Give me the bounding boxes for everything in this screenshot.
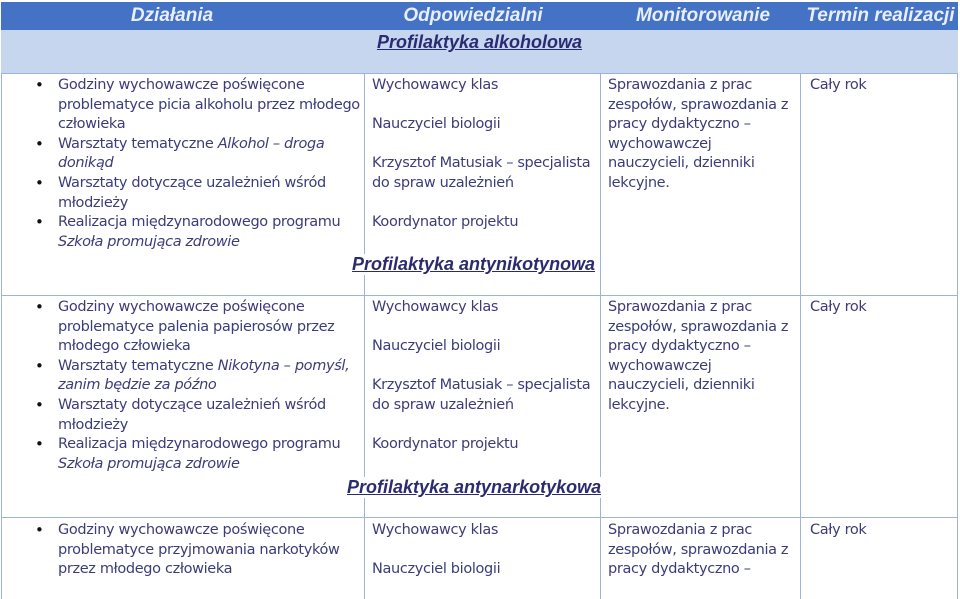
list-item: • Godziny wychowawcze poświęcone problematyce palenia papierosów przez młodego człowieka [30, 298, 360, 357]
list-item: • Godziny wychowawcze poświęcone problematyce przyjmowania narkotyków przez młodego człowieka [30, 521, 360, 580]
term-cell-narcotics: Cały rok [810, 522, 867, 538]
column-divider [800, 73, 801, 599]
responsible-item: Wychowawcy klas [372, 522, 499, 538]
header-monitoring: Monitorowanie [635, 5, 771, 26]
responsible-item: Krzysztof Matusiak – specjalista do spraw uzależnień [372, 377, 591, 413]
responsible-item: Nauczyciel biologii [372, 338, 501, 355]
section-title-alcohol: Profilaktyka alkoholowa [376, 32, 583, 52]
header-responsible: Odpowiedzialni [403, 5, 543, 26]
list-item: • Warsztaty tematyczne Alkohol – droga donikąd [30, 135, 360, 174]
header-actions: Działania [130, 5, 214, 26]
responsible-item: Nauczyciel biologii [372, 561, 501, 578]
row-divider [1, 73, 958, 74]
responsible-cell-nicotine [372, 298, 597, 455]
list-item: • Warsztaty tematyczne Nikotyna – pomyśl, zanim będzie za późno [30, 357, 360, 396]
section-band-alcohol [1, 30, 958, 73]
actions-cell-alcohol [30, 76, 360, 252]
responsible-cell-narcotics [372, 521, 597, 580]
column-divider [957, 73, 958, 599]
actions-cell-nicotine [30, 298, 360, 474]
section-title-nicotine: Profilaktyka antynikotynowa [352, 254, 596, 274]
column-divider [600, 73, 601, 599]
list-item: • Warsztaty dotyczące uzależnień wśród młodzieży [30, 174, 360, 213]
actions-cell-narcotics [30, 521, 360, 580]
column-divider [1, 73, 2, 599]
header-term: Termin realizacji [806, 5, 955, 26]
list-item: • Warsztaty dotyczące uzależnień wśród młodzieży [30, 396, 360, 435]
responsible-item: Wychowawcy klas [372, 299, 499, 315]
list-item: • Realizacja międzynarodowego programu Szkoła promująca zdrowie [30, 435, 360, 474]
responsible-item: Nauczyciel biologii [372, 116, 501, 133]
row-divider [1, 295, 958, 296]
row-divider [1, 517, 958, 518]
responsible-item: Wychowawcy klas [372, 77, 499, 93]
monitoring-cell-alcohol: Sprawozdania z prac zespołów, sprawozdania z pracy dydaktyczno – wychowawczej nauczycieli, dzienniki lekcyjne. [608, 77, 789, 191]
list-item: • Realizacja międzynarodowego programu Szkoła promująca zdrowie [30, 213, 360, 252]
responsible-cell-alcohol [372, 76, 597, 233]
responsible-item: Krzysztof Matusiak – specjalista do spraw uzależnień [372, 155, 591, 191]
term-cell-alcohol: Cały rok [810, 77, 867, 93]
table-header [1, 2, 958, 30]
list-item: • Godziny wychowawcze poświęcone problematyce picia alkoholu przez młodego człowieka [30, 76, 360, 135]
term-cell-nicotine: Cały rok [810, 299, 867, 315]
column-divider [364, 73, 365, 599]
section-title-narcotics: Profilaktyka antynarkotykowa [347, 477, 602, 497]
responsible-item: Koordynator projektu [372, 436, 519, 453]
monitoring-cell-nicotine: Sprawozdania z prac zespołów, sprawozdania z pracy dydaktyczno – wychowawczej nauczycieli, dzienniki lekcyjne. [608, 299, 789, 413]
monitoring-cell-narcotics: Sprawozdania z prac zespołów, sprawozdania z pracy dydaktyczno – [608, 522, 789, 578]
responsible-item: Koordynator projektu [372, 214, 519, 231]
